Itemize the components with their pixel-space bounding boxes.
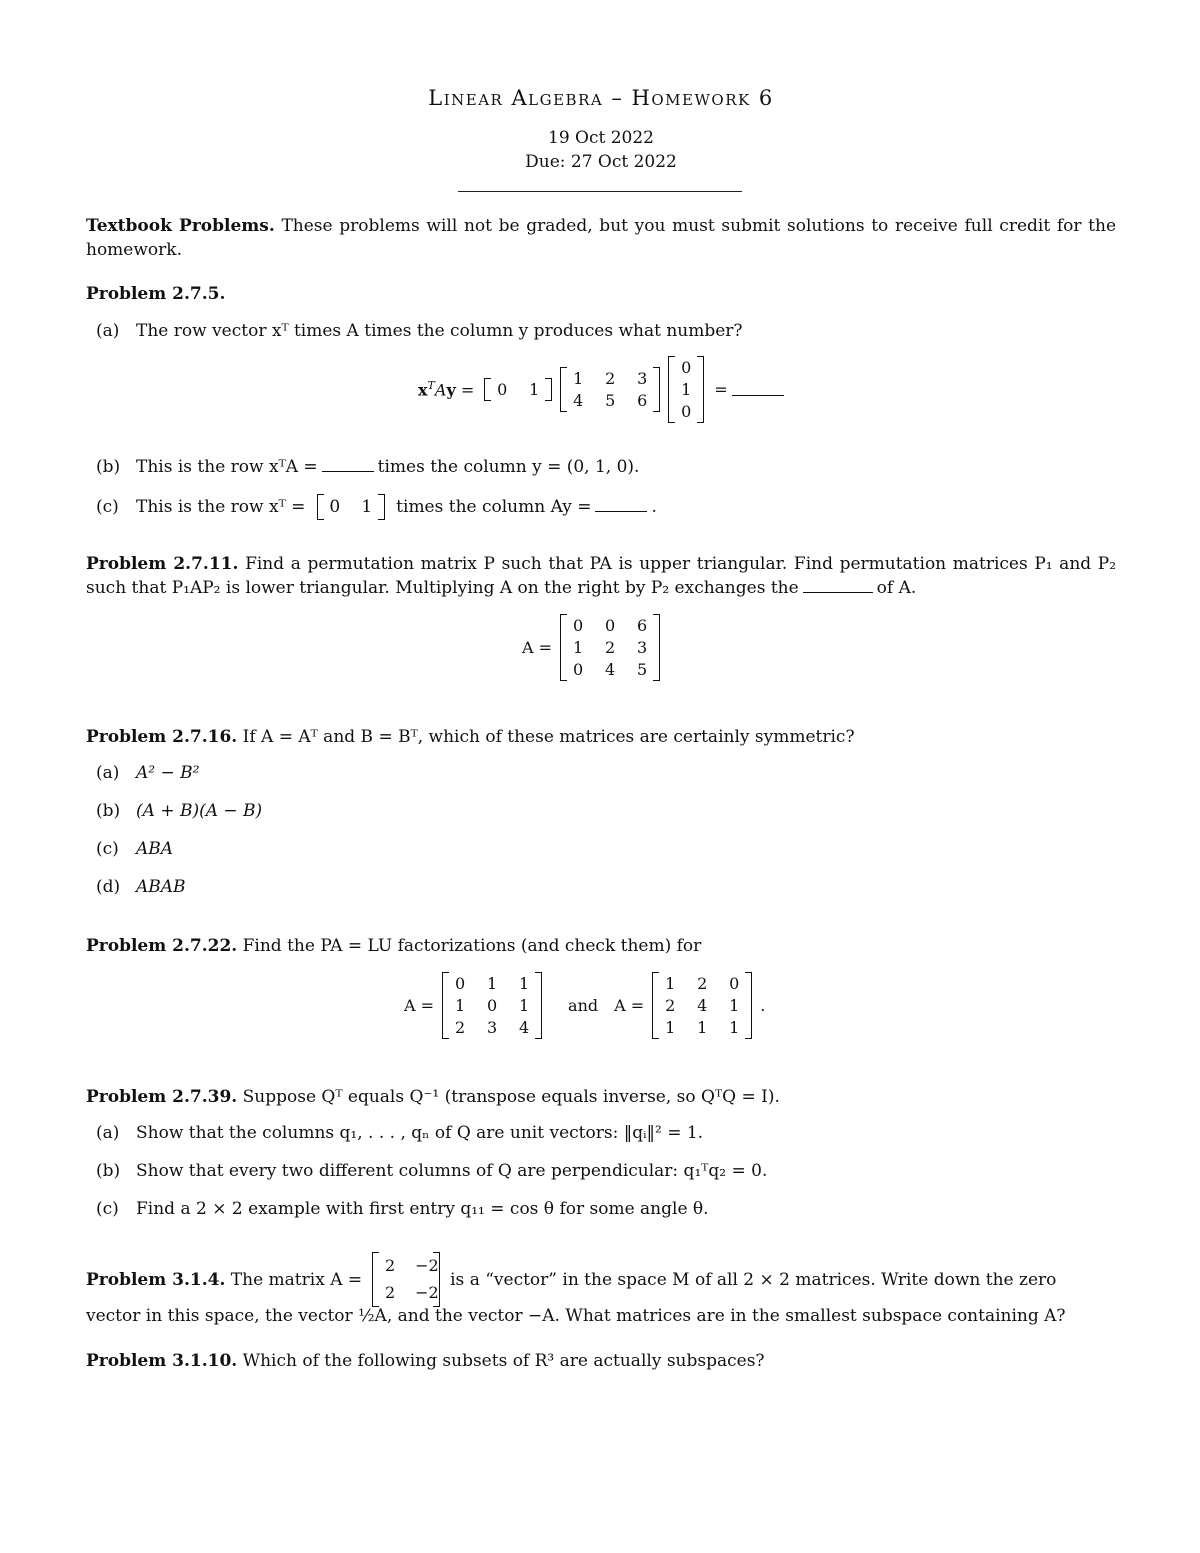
problem-2-7-5-heading: Problem 2.7.5. bbox=[86, 284, 226, 304]
intro-bold: Textbook Problems. bbox=[86, 216, 275, 236]
problem-3-1-10: Problem 3.1.10. Which of the following subsets of R³ are actually subspaces? bbox=[86, 1351, 765, 1371]
problem-2-7-5-c: (c) This is the row xᵀ = 0 1 times the column Ay = . bbox=[96, 494, 657, 520]
due-date: Due: 27 Oct 2022 bbox=[525, 152, 677, 172]
problem-3-1-4-line1: Problem 3.1.4. The matrix A = 2 −2 2 −2 is a “vector” in the space M of all 2 × 2 matrices. Write down the zero bbox=[86, 1252, 1116, 1307]
matrix-a-2x2: 2 −2 2 −2 bbox=[372, 1252, 440, 1307]
row-vector: 0 1 bbox=[484, 378, 552, 401]
problem-2-7-16-b: (b) (A + B)(A − B) bbox=[96, 801, 263, 821]
problem-2-7-39-b: (b) Show that every two different columns of Q are perpendicular: q₁ᵀq₂ = 0. bbox=[96, 1161, 768, 1181]
matrices-2722: A = 0 1 1 1 0 1 2 3 4 and A = 1 2 0 2 4 1 1 1 1 . bbox=[404, 974, 766, 1037]
row-vector-c: 0 1 bbox=[317, 494, 385, 520]
page-title: Linear Algebra – Homework 6 bbox=[428, 86, 774, 110]
matrix-a2: 1 2 0 2 4 1 1 1 1 bbox=[652, 972, 752, 1039]
problem-2-7-39: Problem 2.7.39. Suppose Qᵀ equals Q⁻¹ (transpose equals inverse, so QᵀQ = I). bbox=[86, 1087, 780, 1107]
problem-2-7-5-a: (a) The row vector xᵀ times A times the column y produces what number? bbox=[96, 321, 743, 341]
intro-paragraph bbox=[86, 214, 1116, 262]
column-vector-y: 0 1 0 bbox=[668, 356, 704, 423]
matrix-a1: 0 1 1 1 0 1 2 3 4 bbox=[442, 972, 542, 1039]
equation-xtay: $x^TAy$ = 0 1 1 2 3 4 5 6 0 1 0 = bbox=[418, 356, 788, 423]
problem-2-7-39-c: (c) Find a 2 × 2 example with first entry q₁₁ = cos θ for some angle θ. bbox=[96, 1199, 709, 1219]
problem-2-7-11: Problem 2.7.11. Find a permutation matrix P such that PA is upper triangular. Find permutation matrices P₁ and P₂ such that P₁AP₂ is lower triangular. Multiplying A on the right by P₂ exchanges the of A. bbox=[86, 554, 1117, 598]
matrix-a-2x3: 1 2 3 4 5 6 bbox=[560, 367, 660, 412]
answer-blank bbox=[732, 383, 784, 396]
problem-2-7-16-a: (a) A² − B² bbox=[96, 763, 200, 783]
problem-2-7-16-d: (d) ABAB bbox=[96, 877, 186, 897]
matrix-a-3x3-2711: A = 0 0 6 1 2 3 0 4 5 bbox=[522, 614, 664, 681]
problem-2-7-39-a: (a) Show that the columns q₁, . . . , qₙ of Q are unit vectors: ‖qᵢ‖² = 1. bbox=[96, 1123, 704, 1143]
intro-text: These problems will not be graded, but you must submit solutions to receive full credit for the homework. bbox=[86, 216, 1117, 260]
problem-2-7-16-c: (c) ABA bbox=[96, 839, 174, 859]
problem-3-1-4-line2: vector in this space, the vector ½A, and the vector −A. What matrices are in the smallest subspace containing A? bbox=[86, 1306, 1066, 1326]
issue-date: 19 Oct 2022 bbox=[548, 128, 654, 148]
problem-2-7-16: Problem 2.7.16. If A = Aᵀ and B = Bᵀ, which of these matrices are certainly symmetric? bbox=[86, 727, 855, 747]
problem-2-7-22: Problem 2.7.22. Find the PA = LU factorizations (and check them) for bbox=[86, 936, 702, 956]
title-divider bbox=[458, 191, 742, 192]
problem-2-7-5-b: (b) This is the row xᵀA = times the column y = (0, 1, 0). bbox=[96, 457, 640, 477]
